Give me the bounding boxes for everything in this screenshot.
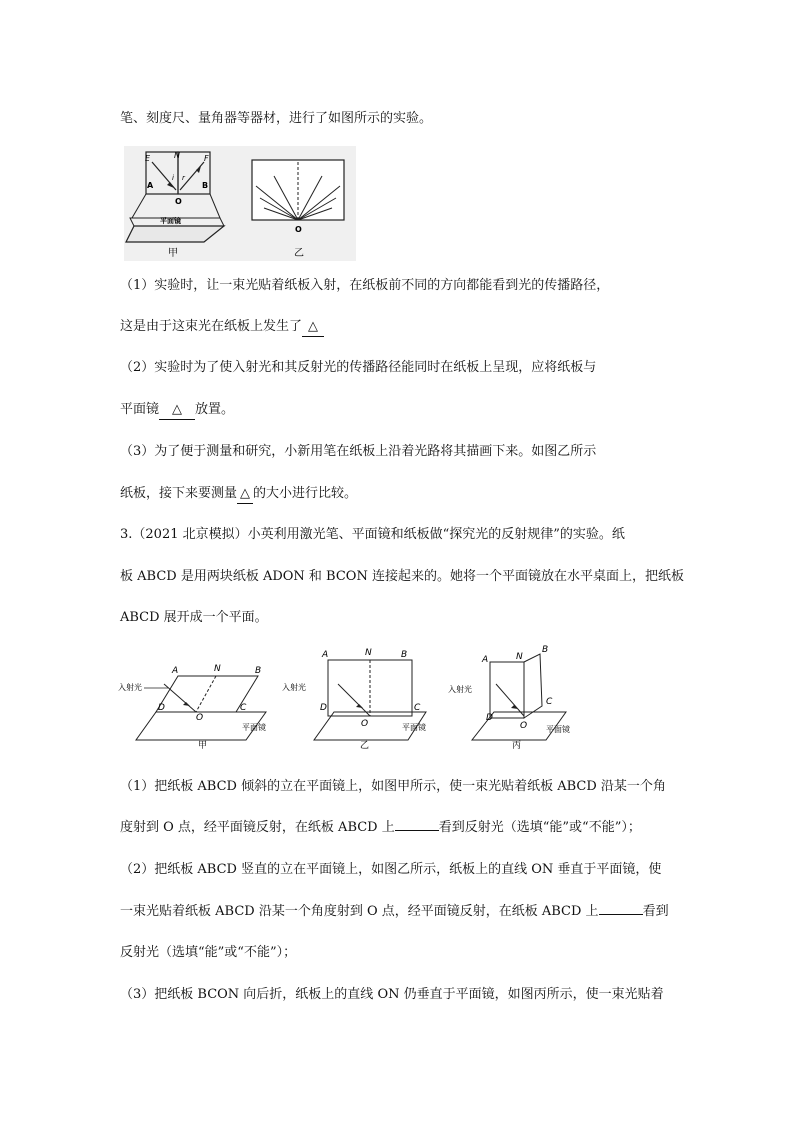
sub1-line-a: （1）把纸板 ABCD 倾斜的立在平面镜上，如图甲所示，使一束光贴着纸板 ABCD 沿某一个角 xyxy=(120,779,666,794)
fig2-yi-label-D: D xyxy=(320,703,327,713)
text-q2-line-b xyxy=(120,401,690,420)
fig2-yi-label-O: O xyxy=(361,719,369,729)
fig2-yi-label-C: C xyxy=(414,703,421,713)
label-mirror: 平面镜 xyxy=(160,217,181,225)
fig2-yi-label-A: A xyxy=(322,650,329,660)
sub2-text-pre: 一束光贴着纸板 ABCD 沿某一个角度射到 O 点，经平面镜反射，在纸板 ABCD 上 xyxy=(120,904,599,919)
problem3-line-c: ABCD 展开成一个平面。 xyxy=(120,610,268,625)
answer-blank-q2[interactable]: △ xyxy=(159,401,195,420)
figure-1-svg xyxy=(124,146,356,261)
fig2-jia-label-N: N xyxy=(214,664,221,674)
caption-yi: 乙 xyxy=(294,248,304,259)
text-line-1: 笔、刻度尺、量角器等器材，进行了如图所示的实验。 xyxy=(120,111,433,126)
fig2-jia-label-D: D xyxy=(158,703,165,713)
sub3-line-a: （3）把纸板 BCON 向后折，纸板上的直线 ON 仍垂直于平面镜，如图丙所示，使一束光贴着 xyxy=(120,987,664,1002)
label-i: i xyxy=(172,174,174,182)
q1-text: 这是由于这束光在纸板上发生了 xyxy=(120,319,303,334)
text-q2-line-a: （2）实验时为了使入射光和其反射光的传播路径能同时在纸板上呈现，应将纸板与 xyxy=(120,360,597,375)
text-q1-line-a: （1）实验时，让一束光贴着纸板入射，在纸板前不同的方向都能看到光的传播路径， xyxy=(120,278,610,293)
sub1-line-b xyxy=(120,819,690,837)
fig2-bing-mirror: 平面镜 xyxy=(546,725,570,734)
label-O: O xyxy=(175,197,182,206)
figure-2-svg xyxy=(116,640,596,755)
fig2-bing-label-C: C xyxy=(546,697,553,707)
fig2-bing-incident: 入射光 xyxy=(448,685,472,694)
fig2-jia-mirror: 平面镜 xyxy=(242,723,266,732)
problem3-line-b: 板 ABCD 是用两块纸板 ADON 和 BCON 连接起来的。她将一个平面镜放在水平桌面上，把纸板 xyxy=(120,569,684,584)
sub2-line-a: （2）把纸板 ABCD 竖直的立在平面镜上，如图乙所示，纸板上的直线 ON 垂直于平面镜，使 xyxy=(120,862,662,877)
fig2-jia-label-O: O xyxy=(196,713,204,723)
label-N: N xyxy=(174,151,180,160)
label-r: r xyxy=(182,174,185,182)
fig2-jia-label-A: A xyxy=(172,666,179,676)
answer-blank-q3[interactable]: △ xyxy=(237,485,253,504)
figure2-bing xyxy=(448,645,570,751)
fig2-bing-label-D: D xyxy=(486,713,493,723)
fig2-jia-label-B: B xyxy=(255,666,262,676)
figure2-jia xyxy=(118,664,266,751)
label-F: F xyxy=(204,154,209,163)
fig2-bing-label-O: O xyxy=(520,721,528,731)
label-B: B xyxy=(202,181,209,190)
fig2-yi-label-N: N xyxy=(365,648,372,658)
q3-text-pre: 纸板，接下来要测量 xyxy=(120,486,238,501)
fig2-yi-mirror: 平面镜 xyxy=(402,723,426,732)
fig2-caption-bing: 丙 xyxy=(512,741,522,751)
fig2-bing-label-N: N xyxy=(516,652,523,662)
fig2-bing-label-A: A xyxy=(482,655,489,665)
text-q3-line-b xyxy=(120,485,690,504)
figure2-yi xyxy=(282,648,426,751)
fig2-jia-label-C: C xyxy=(240,703,247,713)
sub1-text-post: 看到反射光（选填“能”或“不能”）； xyxy=(438,820,641,835)
sub2-text-post: 看到 xyxy=(642,904,669,919)
fig2-jia-incident: 入射光 xyxy=(118,683,142,692)
text-q3-line-a: （3）为了便于测量和研究，小新用笔在纸板上沿着光路将其描画下来。如图乙所示 xyxy=(120,444,597,459)
label-E: E xyxy=(145,154,151,163)
text-q1-line-b xyxy=(120,318,690,337)
q3-text-post: 的大小进行比较。 xyxy=(253,486,358,501)
figure-2 xyxy=(116,640,596,755)
fig2-yi-incident: 入射光 xyxy=(282,683,306,692)
sub1-text-pre: 度射到 O 点，经平面镜反射，在纸板 ABCD 上 xyxy=(120,820,395,835)
q2-text-post: 放置。 xyxy=(195,402,235,417)
label-O-yi: O xyxy=(295,225,302,234)
answer-blank-sub2[interactable] xyxy=(599,914,643,915)
answer-blank-q1[interactable]: △ xyxy=(302,318,324,337)
q2-text-pre: 平面镜 xyxy=(120,402,160,417)
fig2-yi-label-B: B xyxy=(401,650,408,660)
fig2-bing-label-B: B xyxy=(542,645,549,655)
sub2-line-c: 反射光（选填“能”或“不能”）； xyxy=(120,945,297,960)
fig2-caption-jia: 甲 xyxy=(198,741,208,751)
label-A: A xyxy=(147,181,154,190)
figure-1 xyxy=(124,146,356,261)
answer-blank-sub1[interactable] xyxy=(395,830,439,831)
problem3-line-a: 3.（2021 北京模拟）小英利用激光笔、平面镜和纸板做“探究光的反射规律”的实验。纸 xyxy=(120,527,625,542)
sub2-line-b xyxy=(120,903,690,921)
fig2-caption-yi: 乙 xyxy=(360,741,370,751)
figure-yi-drawing xyxy=(252,160,344,220)
caption-jia: 甲 xyxy=(168,248,178,259)
